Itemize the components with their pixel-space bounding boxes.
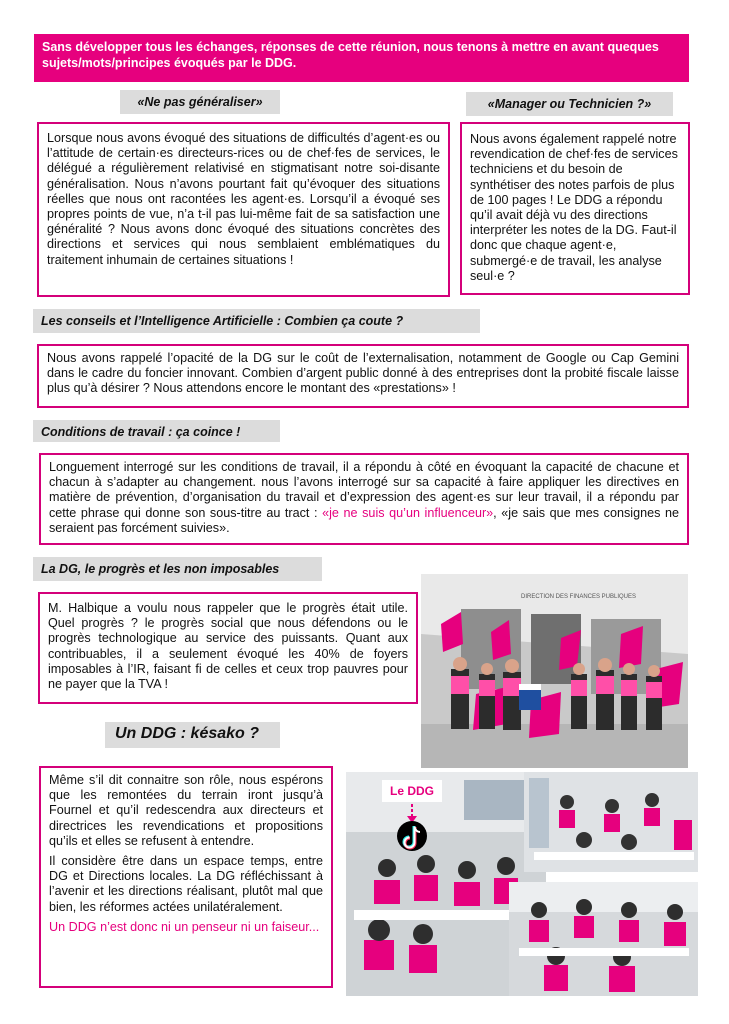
le-ddg-label: Le DDG — [389, 784, 435, 798]
section-body-conseils: Nous avons rappelé l’opacité de la DG sur le coût de l’externalisation, notamment de Google ou Cap Gemini dans le cadre du foncier innovant. Combien d’argent public donné à des entreprises dont la probité fiscale laisse plus qu’à désirer ? Nous attendons encore le montant des «prestations» ! — [37, 344, 689, 408]
meeting-photo-illustration — [344, 770, 700, 998]
section-body-kesako — [39, 766, 333, 988]
protest-photo-illustration — [421, 574, 688, 768]
kesako-paragraph-2: Il considère être dans un espace temps, entre DG et Directions locales. La DG réfléchissant à l’avenir et les directions réalisant, plutôt mal que bien, les réformes actées unilatéralement. — [49, 854, 323, 914]
section-title-generaliser: «Ne pas généraliser» — [120, 90, 280, 114]
section-title-progres: La DG, le progrès et les non imposables — [33, 557, 322, 581]
tiktok-icon — [397, 821, 427, 851]
conditions-quote: «je ne suis qu’un influenceur» — [322, 505, 494, 520]
section-body-progres: M. Halbique a voulu nous rappeler que le progrès était utile. Quel progrès ? le progrès social que nous défendons ou le progrès technologique au service des puissants. Quant aux contribuables, il a seulement évoqué les 40% de foyers imposables à l’IR, faisant fi de celles et ceux trop pauvres pour ne payer que la TVA ! — [38, 592, 418, 704]
section-title-conditions: Conditions de travail : ça coince ! — [33, 420, 280, 442]
section-title-kesako: Un DDG : késako ? — [105, 722, 280, 748]
section-body-generaliser: Lorsque nous avons évoqué des situations de difficultés d’agent·es ou l’attitude de certain·es directeurs-rices ou de chef·fes de services, le délégué a régulièrement relativisé en stigmatisant notre soi-disante généralisation. Nous n’avons pourtant fait qu’évoquer des situations réelles que nous ont racontées les agent·es. Lorsqu’il a évoqué ses propres points de vue, n’a t-il pas lui-même fait de sa satisfaction une généralité ? Nous avons donc évoqué des situations concrètes des directions et services qui nous semblaient emblématiques du traitement inhumain de certaines situations ! — [37, 122, 450, 297]
conditions-text-start: Longuement interrogé sur les conditions de travail, il a répondu à côté en évoquant la capacité de chacune et chacun à s’adapter au changement. nous l’avons interrogé sur sa capacité à faire appliquer les directives en matière de prévention, d’organisation du travail et d’expression des agent·es sur leur travail, il a répondu par cette phrase qui donne son sous-titre au tract : — [49, 460, 679, 520]
conditions-text-end: , «je sais que mes consignes ne seraient pas forcément suivies». — [49, 505, 679, 535]
section-body-conditions — [39, 453, 689, 545]
kesako-paragraph-1: Même s’il dit connaitre son rôle, nous espérons que les remontées du terrain iront jusqu’à Fournel et qu’il redescendra aux directeurs et directrices les revendications et propositions qu’ils et elles se refusent à entendre. — [49, 773, 323, 848]
section-title-conseils: Les conseils et l’Intelligence Artificielle : Combien ça coute ? — [33, 309, 480, 333]
section-title-manager: «Manager ou Technicien ?» — [466, 92, 673, 116]
meeting-photo-collage — [344, 770, 700, 998]
kesako-paragraph-3: Un DDG n’est donc ni un penseur ni un faiseur... — [49, 919, 320, 934]
protest-photo — [421, 574, 688, 768]
section-body-manager: Nous avons également rappelé notre revendication de chef·fes de services techniciens et du besoin de synthétiser des notes parfois de plus de 100 pages ! Le DDG a répondu qu’il avait déjà vu des directions interpréter les notes de la DG. Faut-il donc que chaque agent·e, submergé·e de travail, les analyse seul·e ? — [460, 122, 690, 295]
intro-banner: Sans développer tous les échanges, réponses de cette réunion, nous tenons à mettre en avant queques sujets/mots/principes évoqués par le DDG. — [34, 34, 689, 82]
building-sign: DIRECTION DES FINANCES PUBLIQUES — [521, 594, 637, 600]
